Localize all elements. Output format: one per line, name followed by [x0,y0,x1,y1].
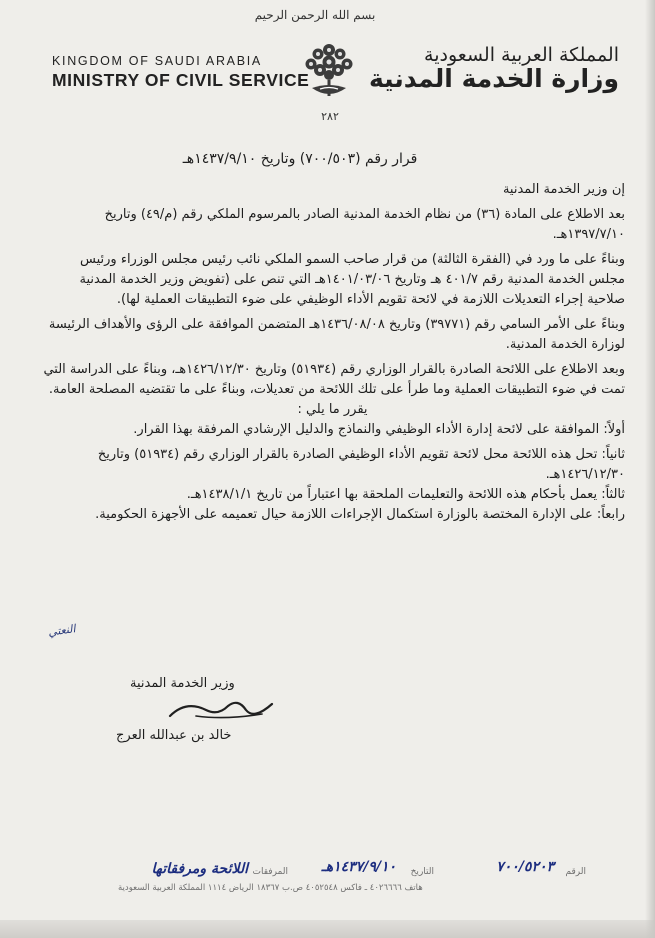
binding-shadow [645,0,655,938]
signature-icon [166,694,276,724]
article-1: أولاً: الموافقة على لائحة إدارة الأداء الوظيفي والنماذج والدليل الإرشادي المرفقة بهذا القرار. [133,422,625,437]
paragraph-2: وبناءً على ما ورد في (الفقرة الثالثة) من قرار صاحب السمو الملكي نائب رئيس مجلس الوزراء ورئيس مجلس الخدمة المدنية رقم ٤٠١/٧ هـ وتاريخ ١٤٠١/٠٣/٠٦هـ التي تنص على (تفويض وزير الخدمة المدنية صلاحية إجراء التعديلات اللازمة في لائحة تقويم الأداء الوظيفي على ضوء التطبيقات العملية لها). [79,252,625,307]
ministry-header-arabic [369,46,619,92]
handwritten-initials: النعتي [47,622,77,639]
page-edge [0,920,655,938]
kingdom-name-arabic: المملكة العربية السعودية [424,44,619,66]
article-4: رابعاً: على الإدارة المختصة بالوزارة استكمال الإجراءات اللازمة حيال تعميمه على الأجهزة الحكومية. [95,507,625,522]
article-2: ثانياً: تحل هذه اللائحة محل لائحة تقويم الأداء الوظيفي الصادرة بالقرار الوزاري رقم (٥١٩٣٤) وتاريخ ١٤٢٦/١٢/٣٠هـ. [97,447,625,482]
ministry-header-english [52,55,309,89]
date-label: التاريخ [410,867,434,877]
number-label: الرقم [565,867,586,877]
date-value: ١٤٣٧/٩/١٠هـ [321,859,396,875]
number-value: ٧٠٠/٥٢٠٣ [496,859,554,875]
ministry-name-arabic: وزارة الخدمة المدنية [368,63,619,93]
basmala: بسم الله الرحمن الرحيم [254,8,376,22]
kingdom-name-english: KINGDOM OF SAUDI ARABIA [52,54,262,68]
contact-footer: هاتف ٤٠٢٦٦٦٦ ـ فاكس ٤٠٥٢٥٤٨ ص.ب ١٨٣٦٧ الرياض ١١١٤ المملكة العربية السعودية [118,883,423,893]
decides-heading: يقرر ما يلي : [297,402,368,417]
emblem-code: ٢٨٢ [321,110,339,123]
opening-line: إن وزير الخدمة المدنية [502,182,625,197]
paragraph-1: بعد الاطلاع على المادة (٣٦) من نظام الخدمة المدنية الصادر بالمرسوم الملكي رقم (م/٤٩) وتاريخ ١٣٩٧/٧/١٠هـ. [104,207,625,242]
decision-body [40,180,625,525]
ministry-emblem-icon [296,40,362,108]
article-3: ثالثاً: يعمل بأحكام هذه اللائحة والتعليمات الملحقة بها اعتباراً من تاريخ ١٤٣٨/١/١هـ. [186,487,625,502]
signatory-name: خالد بن عبدالله العرج [116,728,232,743]
attachments-label: المرفقات [252,867,288,877]
paragraph-4: وبعد الاطلاع على اللائحة الصادرة بالقرار الوزاري رقم (٥١٩٣٤) وتاريخ ١٤٢٦/١٢/٣٠هـ، وبناءً على الدراسة التي تمت في ضوء التطبيقات العملية وما طرأ على تلك اللائحة من تعديلات، وبناءً على ما تقتضيه المصلحة العامة. [43,362,625,397]
ministry-name-english: MINISTRY OF CIVIL SERVICE [52,69,310,90]
attachments-value: اللائحة ومرفقاتها [151,861,248,877]
paragraph-3: وبناءً على الأمر السامي رقم (٣٩٧٧١) وتاريخ ١٤٣٦/٠٨/٠٨هـ المتضمن الموافقة على الرؤى والأهداف الرئيسة لوزارة الخدمة المدنية. [48,317,625,352]
decision-title: قرار رقم (٧٠٠/٥٠٣) وتاريخ ١٤٣٧/٩/١٠هـ [182,151,418,167]
signatory-title: وزير الخدمة المدنية [130,676,235,691]
